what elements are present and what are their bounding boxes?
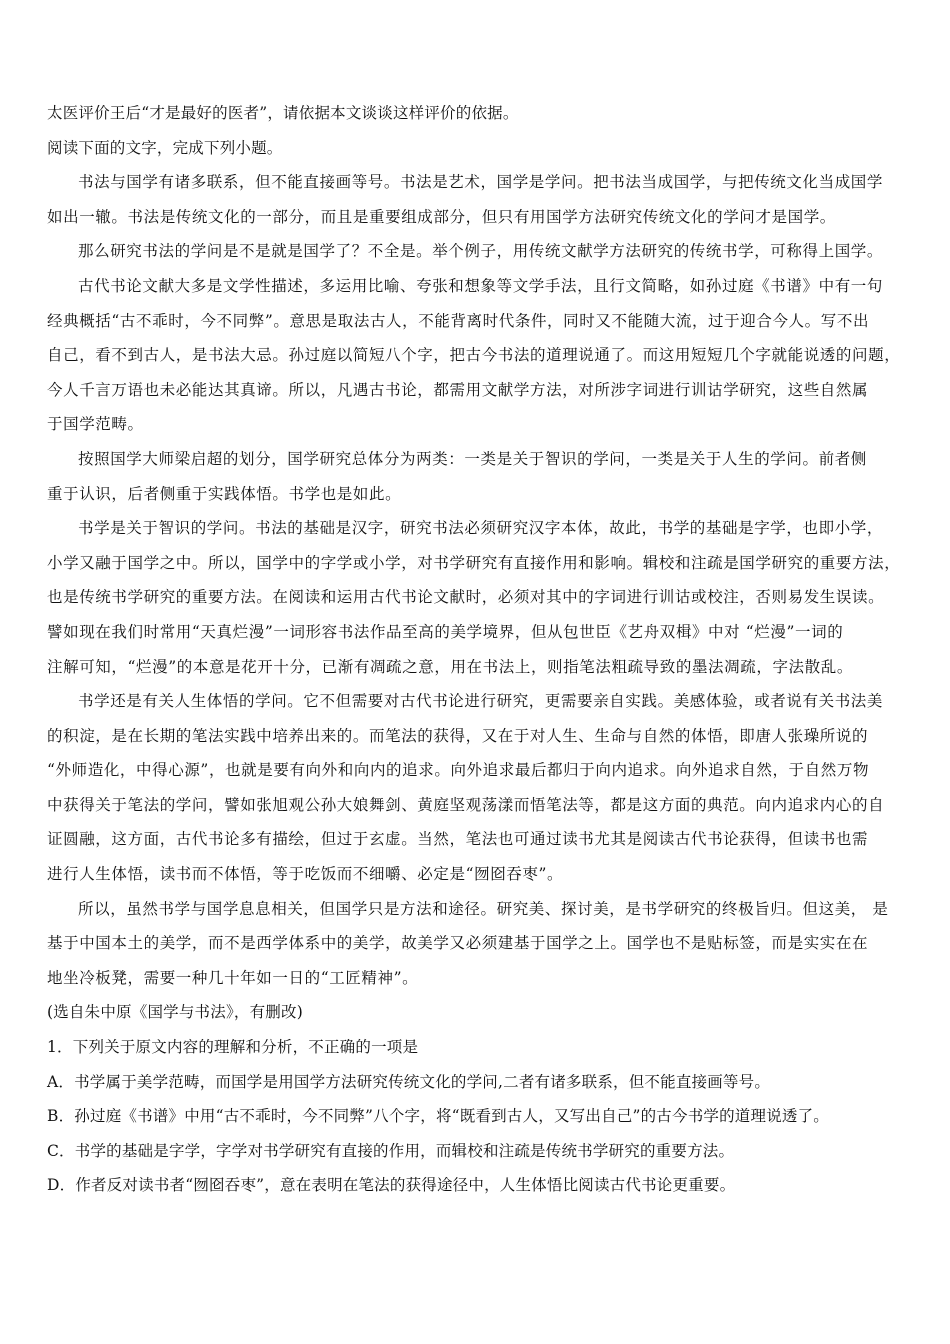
question-stem: 1．下列关于原文内容的理解和分析，不正确的一项是 (47, 1038, 419, 1057)
paragraph-line: 中获得关于笔法的学问，譬如张旭观公孙大娘舞剑、黄庭坚观荡漾而悟笔法等，都是这方面的典范。向内追求内心的自 (47, 795, 885, 814)
document-page (47, 96, 913, 1203)
paragraph-line: “外师造化，中得心源”，也就是要有向外和向内的追求。向外追求最后都归于向内追求。向外追求自然，于自然万物 (47, 761, 870, 780)
passage-paragraph-5 (47, 511, 913, 684)
paragraph-line: 也是传统书学研究的重要方法。在阅读和运用古代书论文献时，必须对其中的字词进行训诂或校注，否则易发生误读。 (47, 588, 885, 607)
paragraph-line: 那么研究书法的学问是不是就是国学了？不全是。举个例子，用传统文献学方法研究的传统书学，可称得上国学。 (78, 242, 884, 261)
paragraph-line: 重于认识，后者侧重于实践体悟。书学也是如此。 (47, 484, 402, 503)
reading-instruction: 阅读下面的文字，完成下列小题。 (47, 138, 283, 157)
reading-passage (47, 165, 913, 995)
passage-paragraph-6 (47, 684, 913, 892)
paragraph-line: 书学还是有关人生体悟的学问。它不但需要对古代书论进行研究，更需要亲自实践。美感体验，或者说有关书法美 (78, 692, 884, 711)
passage-paragraph-2 (47, 234, 913, 269)
paragraph-line: 如出一辙。书法是传统文化的一部分，而且是重要组成部分，但只有用国学方法研究传统文化的学问才是国学。 (47, 207, 836, 226)
paragraph-line: 地坐冷板凳，需要一种几十年如一日的“工匠精神”。 (47, 968, 419, 987)
question-1 (47, 1030, 913, 1065)
paragraph-line: 书法与国学有诸多联系，但不能直接画等号。书法是艺术，国学是学问。把书法当成国学，与把传统文化当成国学 (78, 173, 884, 192)
paragraph-line: 小学又融于国学之中。所以，国学中的字学或小学，对书学研究有直接作用和影响。辑校和注疏是国学研究的重要方法， (47, 553, 901, 572)
passage-paragraph-1 (47, 165, 913, 234)
option-b: B．孙过庭《书谱》中用“古不乖时，今不同弊”八个字，将“既看到古人，又写出自己”的古今书学的道理说透了。 (47, 1107, 829, 1126)
paragraph-line: 按照国学大师梁启超的划分，国学研究总体分为两类：一类是关于智识的学问，一类是关于人生的学问。前者侧 (78, 449, 867, 468)
paragraph-line: 古代书论文献大多是文学性描述，多运用比喻、夸张和想象等文学手法，且行文简略，如孙过庭《书谱》中有一句 (78, 276, 884, 295)
paragraph-line: 譬如现在我们时常用“天真烂漫”一词形容书法作品至高的美学境界，但从包世臣《艺舟双楫》中对 “烂漫”一词的 (47, 622, 844, 641)
passage-paragraph-4 (47, 442, 913, 511)
paragraph-line: 经典概括“古不乖时，今不同弊”。意思是取法古人，不能背离时代条件，同时又不能随大流，过于迎合今人。写不出 (47, 311, 870, 330)
question-options (47, 1065, 913, 1203)
passage-paragraph-7 (47, 892, 913, 996)
paragraph-line: 注解可知，“烂漫”的本意是花开十分，已渐有凋疏之意，用在书法上，则指笔法粗疏导致的墨法凋疏，字法散乱。 (47, 657, 853, 676)
paragraph-line: 基于中国本土的美学，而不是西学体系中的美学，故美学又必须建基于国学之上。国学也不是贴标签，而是实实在在 (47, 934, 869, 953)
paragraph-line: 于国学范畴。 (47, 415, 144, 434)
option-d: D．作者反对读书者“囫囵吞枣”，意在表明在笔法的获得途径中，人生体悟比阅读古代书论更重要。 (47, 1176, 736, 1195)
paragraph-line: 的积淀，是在长期的笔法实践中培养出来的。而笔法的获得，又在于对人生、生命与自然的体悟，即唐人张璪所说的 (47, 726, 869, 745)
option-a: A．书学属于美学范畴，而国学是用国学方法研究传统文化的学问,二者有诸多联系，但不能直接画等号。 (47, 1072, 771, 1091)
option-c: C．书学的基础是字学，字学对书学研究有直接的作用，而辑校和注疏是传统书学研究的重要方法。 (47, 1141, 735, 1160)
paragraph-line: 书学是关于智识的学问。书法的基础是汉字，研究书法必须研究汉字本体，故此，书学的基础是字学，也即小学， (78, 519, 884, 538)
source-citation: (选自朱中原《国学与书法》，有删改) (47, 1003, 303, 1022)
passage-paragraph-3 (47, 269, 913, 442)
passage-source (47, 995, 913, 1030)
intro-line: 太医评价王后“才是最好的医者”，请依据本文谈谈这样评价的依据。 (47, 104, 519, 122)
intro-block (47, 96, 913, 165)
paragraph-line: 证圆融，这方面，古代书论多有描绘，但过于玄虚。当然，笔法也可通过读书尤其是阅读古代书论获得，但读书也需 (47, 830, 869, 849)
paragraph-line: 所以，虽然书学与国学息息相关，但国学只是方法和途径。研究美、探讨美，是书学研究的终极旨归。但这美， 是 (78, 899, 889, 918)
paragraph-line: 进行人生体悟，读书而不体悟，等于吃饭而不细嚼、必定是“囫囵吞枣”。 (47, 865, 564, 884)
paragraph-line: 自己，看不到古人，是书法大忌。孙过庭以简短八个字，把古今书法的道理说通了。而这用短短几个字就能说透的问题， (47, 346, 901, 365)
paragraph-line: 今人千言万语也未必能达其真谛。所以，凡遇古书论，都需用文献学方法，对所涉字词进行训诂学研究，这些自然属 (47, 380, 869, 399)
